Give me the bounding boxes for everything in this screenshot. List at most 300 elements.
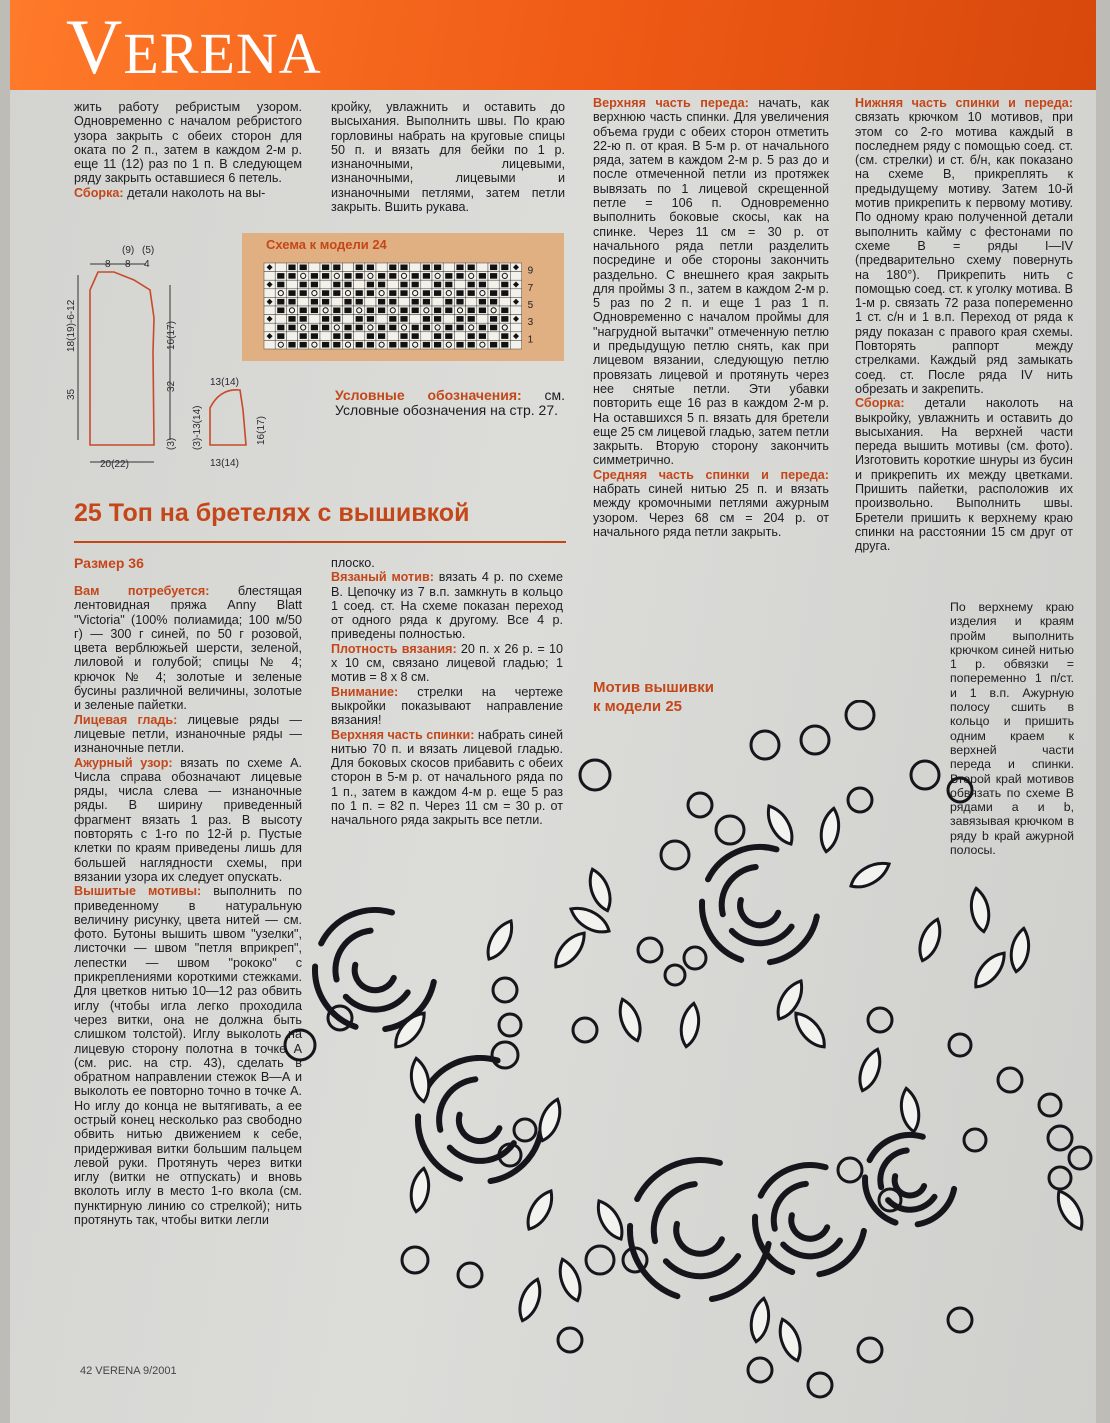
scheme-cell (320, 280, 331, 289)
scheme-cell (488, 280, 499, 289)
scheme-symbol (333, 282, 340, 288)
legend-text (335, 388, 565, 418)
scheme-symbol (389, 342, 396, 348)
rose-petal-stroke (740, 900, 778, 925)
bead-ring (1069, 1147, 1091, 1169)
bead-ring (493, 978, 517, 1002)
col3-paragraph (593, 468, 829, 539)
scheme-box (242, 233, 564, 361)
scheme-cell (510, 323, 521, 332)
page-footer: 42 VERENA 9/2001 (80, 1365, 177, 1377)
scheme-symbol (468, 333, 475, 339)
scheme-cell (354, 332, 365, 341)
scheme-symbol (333, 290, 340, 296)
scheme-cell (454, 280, 465, 289)
rose-petal-stroke (761, 1165, 826, 1196)
scheme-symbol (501, 290, 508, 296)
scheme-symbol (356, 342, 363, 348)
scheme-symbol (322, 290, 329, 296)
scheme-row-number: 5 (527, 300, 534, 311)
scheme-cell (286, 280, 297, 289)
scheme-symbol (479, 325, 486, 331)
scheme-symbol (356, 290, 363, 296)
scheme-symbol (456, 325, 463, 331)
scheme-symbol (356, 325, 363, 331)
leaf-shape (818, 807, 842, 853)
scheme-symbol (344, 282, 351, 288)
col4-tail-paragraph: По верхнему краю изделия и краям пройм выполнить крючком синей нитью 1 р. обвязки = попеременно 1 п/ст. и 1 в.п. Ажурную полосу сшить в кольцо и пришить одним краем к верхней части переда и спинки. Второй край мотивов обвязать по схеме В рядами a и b, завязывая крючком в ряду b край ажурной полосы. (950, 600, 1074, 858)
dim-v3: 32 (166, 380, 177, 392)
scheme-symbol (389, 290, 396, 296)
scheme-symbol (445, 282, 452, 288)
rose-petal-stroke (708, 847, 777, 879)
scheme-symbol (311, 273, 318, 279)
col2-paragraph (331, 570, 563, 641)
paragraph-heading: Вязаный мотив: (331, 570, 434, 585)
scheme-cell (510, 306, 521, 315)
col4-paragraph (855, 96, 1073, 396)
scheme-symbol (479, 299, 486, 305)
scheme-cell (477, 263, 488, 272)
scheme-symbol (490, 342, 497, 348)
leaf-shape (678, 1002, 702, 1048)
leaf-shape (615, 996, 646, 1043)
col4-paragraph (855, 396, 1073, 553)
scheme-cell (499, 297, 510, 306)
scheme-symbol (490, 316, 497, 322)
scheme-symbol (400, 290, 407, 296)
rose-petal-stroke (637, 1160, 720, 1199)
scheme-symbol (490, 290, 497, 296)
scheme-symbol (333, 333, 340, 339)
scheme-symbol (344, 299, 351, 305)
scheme-symbol (389, 316, 396, 322)
paragraph-heading: Вам потребуется: (74, 584, 210, 598)
bead-ring (586, 1246, 614, 1274)
scheme-symbol (277, 273, 284, 279)
leaf-shape (585, 866, 616, 913)
scheme-symbol (300, 290, 307, 296)
scheme-symbol (367, 282, 374, 288)
scheme-symbol (501, 333, 508, 339)
bead-ring (948, 778, 972, 802)
scheme-symbol (456, 290, 463, 296)
scheme-symbol (479, 308, 486, 314)
scheme-symbol (288, 265, 295, 271)
scheme-symbol (400, 308, 407, 314)
scheme-symbol (333, 316, 340, 322)
paragraph-text: выполнить по приведенному в натуральную величину рисунку, цвета нитей — см. фото. Бутоны вышить швом "узелки", листочки — швом "петля вприкреп", лепестки — швом "рококо" с прикреплениями короткими стежками. Для цветков нитью 10—12 раз обвить иглу (чтобы игла легко проходила через витки, она не должна быть слишком толстой). Иглу выколоть на лицевую сторону полотна в точке А (см. рис. на стр. 43), сделать в обратном направлении стежок В—А и выколоть ее повторно точно в точке А. Но иглу до конца не вытягивать, а ее острый конец несколько раз свободно обвить нитью движением к себе, придерживая витки большим пальцем левой руки. Протянуть через витки иглу (витки не отпускать) и вновь вколоть иглу в место 1-го вкола (см. пунктирную линию со стрелкой); нить протянуть так, чтобы витки легли (74, 884, 302, 1228)
scheme-symbol (288, 316, 295, 322)
scheme-cell (410, 263, 421, 272)
scheme-symbol (277, 325, 284, 331)
scheme-row-number: 1 (527, 334, 534, 346)
scheme-symbol (288, 273, 295, 279)
scheme-row-number: 9 (527, 265, 534, 277)
embroidery-motif (270, 700, 1096, 1400)
scheme-symbol (468, 282, 475, 288)
scheme-symbol (445, 308, 452, 314)
scheme-symbol (356, 265, 363, 271)
leaf-shape (762, 802, 798, 848)
scheme-symbol (344, 273, 351, 279)
scheme-symbol (378, 325, 385, 331)
paragraph-text: 20 п. х 26 р. = 10 х 10 см, связано лицевой гладью; 1 мотив = 8 х 8 см. (331, 641, 563, 685)
scheme-symbol (344, 333, 351, 339)
dim-s1: 13(14) (210, 377, 239, 388)
col2-paragraph (331, 642, 563, 685)
bead-ring (1039, 1094, 1061, 1116)
scheme-symbol (501, 316, 508, 322)
scheme-cell (264, 272, 275, 281)
scheme-symbol (378, 282, 385, 288)
rose-petal-stroke (666, 1256, 738, 1276)
scheme-cell (510, 340, 521, 349)
scheme-symbol (400, 282, 407, 288)
size-heading: Размер 36 (74, 555, 144, 571)
scheme-symbol (479, 273, 486, 279)
paragraph-text: стрелки на чертеже выкройки показывают направление вязания! (331, 684, 563, 728)
scheme-symbol (356, 299, 363, 305)
scheme-symbol (311, 308, 318, 314)
scheme-symbol (389, 325, 396, 331)
column-4 (855, 96, 1073, 554)
dim-v4: 16(17) (166, 321, 177, 350)
bead-ring (848, 788, 872, 812)
paragraph-text: вязать 4 р. по схеме В. Цепочку из 7 в.п. замкнуть в кольцо 1 соед. ст. На схеме показан переход от одного ряда к другому. Все 4 р. приведены полностью. (331, 570, 563, 642)
scheme-cell (454, 332, 465, 341)
leaf-shape (482, 917, 518, 963)
leaf-shape (855, 1046, 886, 1093)
bead-ring (638, 938, 662, 962)
scheme-symbol (277, 333, 284, 339)
scheme-symbol (367, 308, 374, 314)
scheme-symbol (367, 342, 374, 348)
dim-v2: 35 (66, 388, 77, 400)
bead-ring (514, 1119, 536, 1141)
paragraph-heading: Внимание: (331, 684, 399, 699)
scheme-label: Схема к модели 24 (266, 237, 387, 252)
leaf-shape (522, 1187, 558, 1233)
leaf-shape (390, 1008, 431, 1052)
bead-ring (868, 1008, 892, 1032)
scheme-symbol (434, 290, 441, 296)
bead-ring (858, 1338, 882, 1362)
rose-petal-stroke (732, 927, 792, 944)
leaf-shape (970, 948, 1011, 992)
scheme-symbol (412, 333, 419, 339)
paragraph-text: лицевые ряды — лицевые петли, изнаночные ряды — изнаночные петли. (74, 712, 302, 756)
scheme-symbol (412, 273, 419, 279)
scheme-symbol (356, 316, 363, 322)
scheme-symbol (378, 308, 385, 314)
scheme-symbol (423, 265, 430, 271)
scheme-cell (477, 315, 488, 324)
scheme-symbol (367, 265, 374, 271)
rose-petal-stroke (791, 1215, 827, 1239)
scheme-symbol (490, 273, 497, 279)
scheme-symbol (311, 299, 318, 305)
scheme-cell (443, 263, 454, 272)
scheme-symbol (333, 308, 340, 314)
scheme-symbol (456, 316, 463, 322)
bead-ring (801, 726, 829, 754)
sborka-heading: Сборка: (74, 185, 124, 200)
scheme-cell (264, 306, 275, 315)
leaf-shape (748, 1297, 772, 1343)
paragraph-heading: Верхняя часть спинки: (331, 727, 475, 742)
paragraph-text: блестящая лентовидная пряжа Anny Blatt "Victoria" (100% полиамида; 100 м/50 г) — 300 г синей, по 50 г розовой, цвета верблюжьей шерсти, зеленой, лиловой и голубой; спицы № 4; крючок № 4; золотые и зеленые бусины различной величины, золотые и зеленые пайетки. (74, 584, 302, 713)
scheme-symbol (300, 333, 307, 339)
rose-petal-stroke (355, 965, 394, 990)
paragraph-text: детали наколоть на выкройку, увлажнить и оставить до высыхания. На верхней части переда вышить мотивы (см. фото). Изготовить короткие шнуры из бусин и прикрепить их между цветками. Пришить пайетки, расположив их произвольно. Выполнить швы. Бретели пришить к верхнему краю спинки на расстоянии 15 см друг от друга. (855, 396, 1073, 554)
scheme-symbol (468, 342, 475, 348)
leaf-shape (915, 916, 946, 963)
scheme-symbol (434, 265, 441, 271)
bead-ring (458, 1263, 482, 1287)
bead-ring (949, 1034, 971, 1056)
scheme-symbol (277, 282, 284, 288)
rose-petal-stroke (459, 1115, 500, 1142)
col1-paragraph (74, 884, 302, 1227)
bead-ring (948, 1308, 972, 1332)
scheme-cell (488, 332, 499, 341)
scheme-symbol (311, 325, 318, 331)
brand-initial: V (66, 3, 124, 90)
model-title: 25 Топ на бретелях с вышивкой (74, 499, 470, 527)
motif-title-line-1: Мотив вышивки (593, 679, 714, 696)
scheme-symbol (501, 308, 508, 314)
scheme-symbol (311, 333, 318, 339)
rose-petal-stroke (676, 1224, 722, 1254)
scheme-symbol (300, 316, 307, 322)
paragraph-text: плоско. (331, 556, 375, 570)
scheme-cell (376, 263, 387, 272)
dim-h1: 20(22) (100, 459, 129, 470)
scheme-symbol (412, 308, 419, 314)
paragraph-heading: Сборка: (855, 396, 905, 411)
rose-petal-stroke (783, 1241, 840, 1257)
scheme-symbol (367, 290, 374, 296)
scheme-symbol (490, 325, 497, 331)
bead-ring (558, 1328, 582, 1352)
scheme-symbol (344, 308, 351, 314)
bead-ring (838, 1158, 862, 1182)
scheme-symbol (456, 273, 463, 279)
scheme-symbol (378, 273, 385, 279)
scheme-symbol (400, 342, 407, 348)
scheme-symbol (300, 265, 307, 271)
brand-rest: ERENA (123, 21, 322, 86)
scheme-cell (264, 323, 275, 332)
scheme-cell (342, 263, 353, 272)
bead-ring (573, 1018, 597, 1042)
bead-ring (499, 1014, 521, 1036)
scheme-symbol (456, 342, 463, 348)
paragraph-heading: Вышитые мотивы: (74, 884, 202, 899)
size-line (74, 556, 144, 571)
bead-ring (684, 947, 706, 969)
leaf-shape (555, 1256, 586, 1303)
scheme-symbol (300, 342, 307, 348)
paragraph-heading: Верхняя часть переда: (593, 96, 749, 110)
legend-heading: Условные обозначения: (335, 387, 522, 403)
scheme-cell (309, 263, 320, 272)
paragraph-text: набрать синей нитью 25 п. и вязать между кромочными петлями ажурным узором. Через 68 см = 204 р. от начального ряда петли закрыть. (593, 482, 829, 539)
scheme-symbol (400, 316, 407, 322)
scheme-cell (387, 280, 398, 289)
scheme-symbol (445, 299, 452, 305)
sleeve-outline (210, 390, 246, 445)
scheme-symbol (288, 342, 295, 348)
scheme-symbol (434, 333, 441, 339)
bead-ring (911, 761, 939, 789)
bead-ring (580, 760, 610, 790)
leaf-shape (592, 1197, 628, 1243)
paragraph-heading: Средняя часть спинки и переда: (593, 467, 829, 482)
col2-paragraph (331, 556, 563, 570)
dim-s3: 16(17) (256, 416, 267, 445)
scheme-cell (387, 332, 398, 341)
col1-paragraph (74, 756, 302, 885)
scheme-symbol (501, 265, 508, 271)
paragraph-heading: Нижняя часть спинки и переда: (855, 96, 1073, 110)
scheme-symbol (288, 299, 295, 305)
scheme-symbol (288, 290, 295, 296)
scheme-symbol (434, 282, 441, 288)
brand-logo (66, 3, 322, 90)
bead-ring (1048, 1126, 1072, 1150)
scheme-symbol (490, 299, 497, 305)
leaf-shape (408, 1167, 432, 1213)
scheme-cell (309, 315, 320, 324)
scheme-cell (466, 297, 477, 306)
paragraph-text: связать крючком 10 мотивов, при этом со 2-го мотива каждый в последнем ряду с помощью соед. ст. (см. стрелки) и ст. б/н, как показано на схеме В, прикреплять к предыдущему мотиву. Затем 10-й мотив прикрепить к первому мотиву. По одному краю полученной детали выполнить кайму с фестонами по схеме В = ряды I—IV (предварительно схему повернуть на 180°). Прикрепить нить с помощью соед. ст. к уголку мотива. В 1-м р. связать 72 раза попеременно 1 ст. с/н и 1 в.п. Переход от ряда к ряду показан с правого края схемы. Повторять раппорт между стрелками. Каждый ряд замыкать соед. ст. После ряда IV нить обрезать и закрепить. (855, 110, 1073, 396)
column-3 (593, 96, 829, 539)
paragraph-heading: Лицевая гладь: (74, 712, 178, 727)
scheme-cell (443, 315, 454, 324)
scheme-symbol (367, 333, 374, 339)
bead-ring (751, 731, 779, 759)
leaf-shape (550, 928, 591, 972)
scheme-symbol (479, 333, 486, 339)
dim-s4: 13(14) (210, 458, 239, 469)
scheme-symbol (423, 316, 430, 322)
scheme-symbol (434, 316, 441, 322)
scheme-symbol (490, 265, 497, 271)
scheme-symbol (300, 282, 307, 288)
scheme-symbol (300, 308, 307, 314)
dim-a: (9) (122, 245, 135, 256)
scheme-symbol (434, 342, 441, 348)
header-banner (10, 0, 1096, 90)
scheme-row-number: 3 (527, 317, 534, 329)
scheme-symbol (434, 308, 441, 314)
col1-top-sborka (74, 186, 302, 200)
scheme-cell (320, 332, 331, 341)
dim-v5: (3) (166, 437, 177, 450)
rose-petal-stroke (888, 1197, 934, 1210)
col1-top-paragraph: жить работу ребристым узором. Одновременно с началом ребристого узора закрыть с обеих сторон для оката по 2 п., затем в каждом 2-м р. еще 11 (12) раз по 1 п. В следующем ряду закрыть оставшиеся 6 петель. (74, 100, 302, 186)
scheme-symbol (501, 342, 508, 348)
scheme-cell (510, 272, 521, 281)
scheme-symbol (445, 273, 452, 279)
scheme-symbol (378, 299, 385, 305)
scheme-symbol (311, 282, 318, 288)
scheme-symbol (445, 325, 452, 331)
leaf-shape (515, 1276, 546, 1323)
bead-ring (748, 1358, 772, 1382)
scheme-symbol (367, 316, 374, 322)
scheme-symbol (412, 299, 419, 305)
scheme-cell (275, 263, 286, 272)
scheme-cell (342, 315, 353, 324)
rose-petal-stroke (424, 1058, 497, 1093)
scheme-symbol (333, 342, 340, 348)
scheme-symbol (412, 325, 419, 331)
scheme-symbol (468, 316, 475, 322)
sborka-text: детали наколоть на вы- (123, 185, 266, 200)
leaf-shape (790, 1008, 831, 1052)
col2-top-paragraph: кройку, увлажнить и оставить до высыхания. Выполнить швы. По краю горловины набрать на круговые спицы 50 п. и вязать для бейки по 1 р. изнаночными, лицевыми, изнаночными, лицевыми и изнаночными петлями, затем петли закрыть. Вшить рукава. (331, 100, 565, 215)
dim-d: 8 (125, 259, 131, 270)
paragraph-text: набрать синей нитью 70 п. и вязать лицевой гладью. Для боковых скосов прибавить с обеих сторон в 5-м р. от начального ряда по 1 п., затем в каждом 4-м р. еще 5 раз по 1 п. = 82 п. Через 11 см = 30 р. от начального ряда закрыть все петли. (331, 727, 564, 828)
scheme-symbol (456, 265, 463, 271)
scheme-symbol (423, 342, 430, 348)
scheme-symbol (322, 299, 329, 305)
leaf-shape (898, 1087, 922, 1133)
col2-top-text (331, 100, 565, 214)
scheme-symbol (344, 325, 351, 331)
scheme-symbol (322, 316, 329, 322)
bead-ring (665, 965, 685, 985)
dim-c: 8 (105, 259, 111, 270)
scheme-symbol (468, 290, 475, 296)
scheme-symbol (423, 273, 430, 279)
scheme-cell (410, 315, 421, 324)
dim-b: (5) (142, 245, 155, 256)
column-1 (74, 584, 302, 1227)
scheme-symbol (400, 333, 407, 339)
scheme-symbol (501, 282, 508, 288)
scheme-symbol (479, 282, 486, 288)
scheme-symbol (400, 265, 407, 271)
col1-paragraph (74, 584, 302, 713)
scheme-cell (264, 289, 275, 298)
scheme-row-number: 7 (527, 282, 534, 294)
bead-ring (688, 793, 712, 817)
scheme-symbol (423, 299, 430, 305)
dim-v1: 18(19)-6-12 (66, 299, 77, 352)
scheme-symbol (412, 282, 419, 288)
leaf-shape (968, 887, 992, 933)
leaf-shape (1008, 927, 1032, 973)
scheme-cell (421, 332, 432, 341)
bead-ring (846, 701, 874, 729)
col1-paragraph (74, 713, 302, 756)
leaf-shape (775, 1316, 806, 1363)
scheme-symbol (423, 290, 430, 296)
bead-ring (998, 1068, 1022, 1092)
rose-petal-stroke (321, 910, 392, 943)
dim-s2: (3)-13(14) (192, 405, 203, 450)
paragraph-heading: Ажурный узор: (74, 755, 173, 770)
scheme-cell (398, 297, 409, 306)
scheme-symbol (322, 325, 329, 331)
scheme-cell (286, 332, 297, 341)
scheme-cell (331, 297, 342, 306)
col3-paragraph (593, 96, 829, 468)
